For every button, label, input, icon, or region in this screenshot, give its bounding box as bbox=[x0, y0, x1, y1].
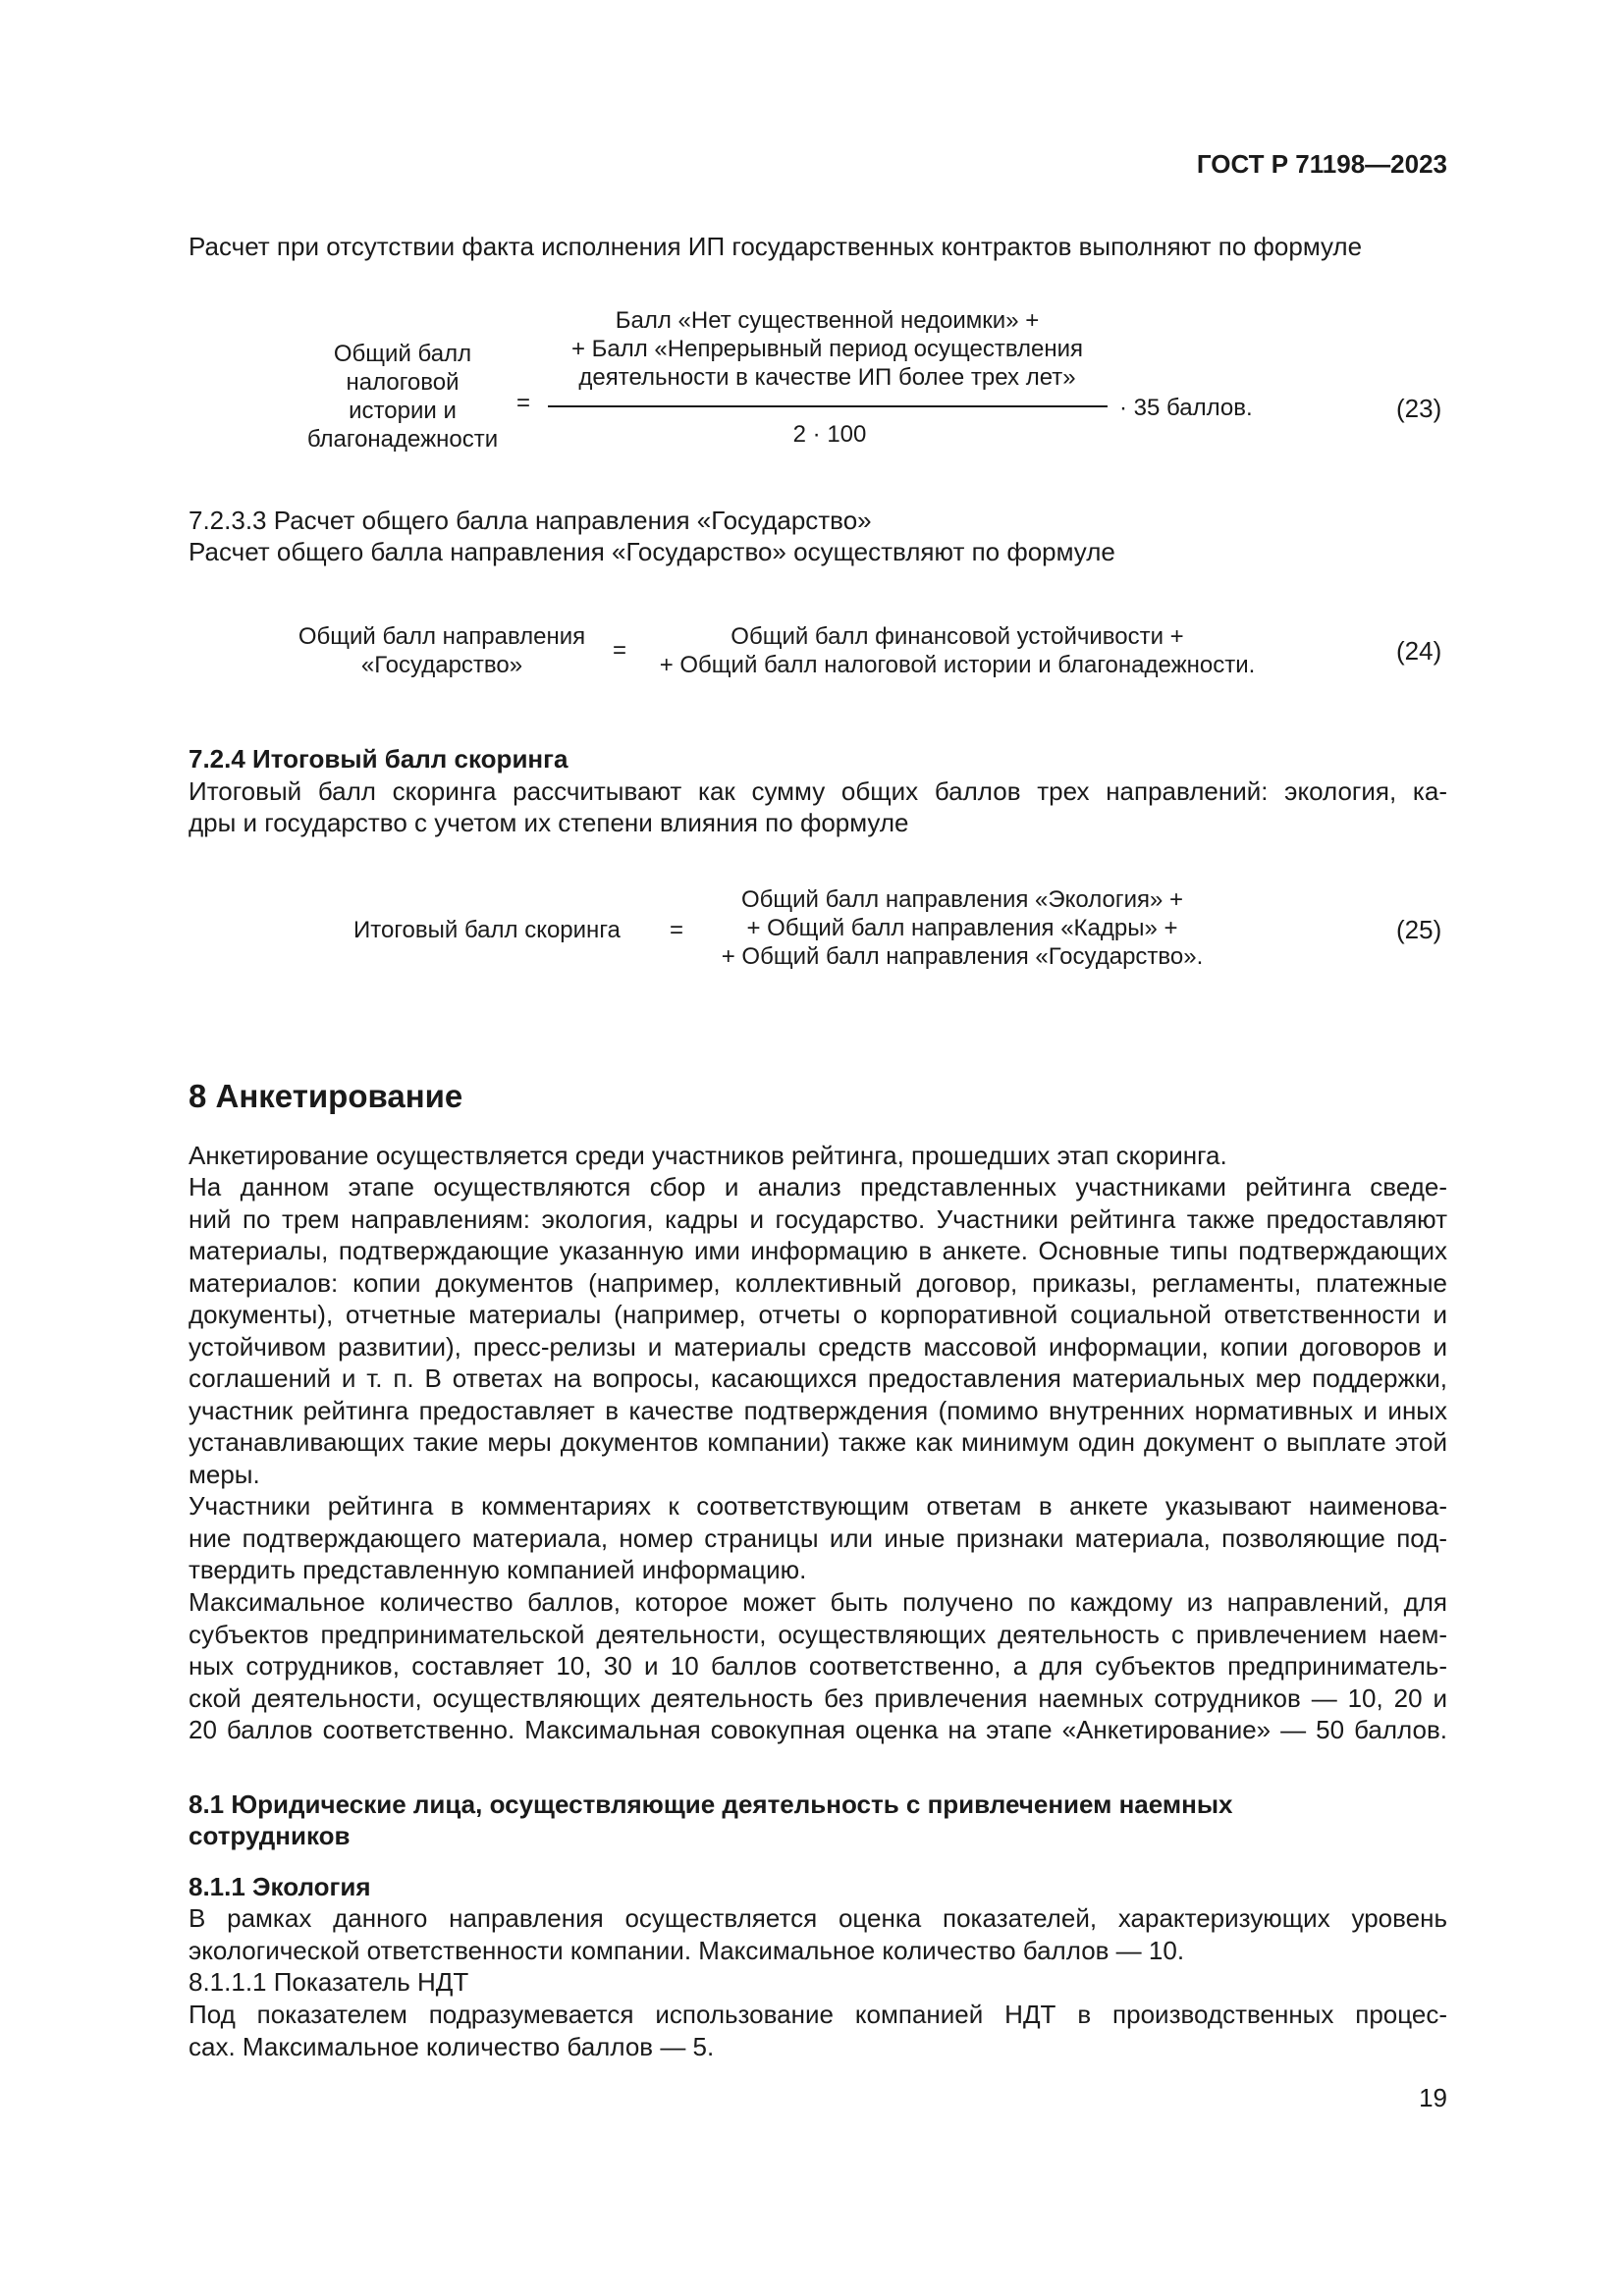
formula-23-lhs: Общий балл налоговой истории и благонадежности bbox=[306, 341, 499, 453]
section-8-p3: Участники рейтинга в комментариях к соответствующим ответам в анкете указывают наименова- ние подтверждающего материала, номер страницы или иные признаки материала, позволяющие под- твердить представленную компанией информацию. bbox=[189, 1491, 1447, 1584]
equation-number-24: (24) bbox=[1396, 636, 1442, 666]
formula-24-rhs: Общий балл финансовой устойчивости + + Общий балл налоговой истории и благонадежности. bbox=[659, 623, 1256, 678]
section-8-1-1-1-text: Под показателем подразумевается использование компанией НДТ в производственных процес- сах. Максимальное количество баллов — 5. bbox=[189, 2000, 1447, 2061]
formula-23-equals: = bbox=[516, 390, 531, 416]
section-8-1-title-line1: 8.1 Юридические лица, осуществляющие деятельность с привлечением наемных bbox=[189, 1789, 1233, 1819]
section-8-1-1-text: В рамках данного направления осуществляется оценка показателей, характеризующих уровень экологической ответственности компании. Максимальное количество баллов — 10. bbox=[189, 1903, 1447, 1965]
section-7-2-3-3-title: 7.2.3.3 Расчет общего балла направления «Государство» bbox=[189, 506, 872, 535]
fraction-bar bbox=[548, 405, 1108, 407]
formula-25-equals: = bbox=[670, 917, 684, 943]
section-8-p4: Максимальное количество баллов, которое может быть получено по каждому из направлений, для субъектов предпринимательской деятельности, осуществляющих деятельность с привлечением наем- ных сотрудников, составляет 10, 30 и 10 баллов соответственно, а для субъектов предприниматель- ской деятельности, осуществляющих деятельность без привлечения наемных сотрудников — 10, 20 и 20 баллов соответственно. Максимальная совокупная оценка на этапе «Анкетирование» — 50 баллов. bbox=[189, 1587, 1447, 1744]
formula-25-rhs: Общий балл направления «Экология» + + Общий балл направления «Кадры» + + Общий балл направления «Государство». bbox=[721, 886, 1204, 970]
section-8-p2: На данном этапе осуществляются сбор и анализ представленных участниками рейтинга сведе- ний по трем направлениям: экология, кадры и государство. Участники рейтинга также предоставляют материалы, подтверждающие указанную ими информацию в анкете. Основные типы подтверждающих материалов: копии документов (например, коллективный договор, приказы, регламенты, платежные документы), отчетные материалы (например, отчеты о корпоративной социальной ответственности и устойчивом развитии), пресс-релизы и материалы средств массовой информации, копии договоров и соглашений и т. п. В ответах на вопросы, касающихся предоставления материальных мер поддержки, участник рейтинга предоставляет в качестве подтверждения (помимо внутренних нормативных и иных устанавливающих такие меры документов компании) также как минимум один документ о выплате этой меры. bbox=[189, 1172, 1447, 1489]
section-8-title: 8 Анкетирование bbox=[189, 1078, 463, 1114]
formula-23-factor: · 35 баллов. bbox=[1119, 395, 1253, 421]
formula-23-denominator: 2 · 100 bbox=[792, 421, 867, 448]
page-number: 19 bbox=[1419, 2083, 1447, 2112]
equation-number-23: (23) bbox=[1396, 394, 1442, 423]
formula-23-numerator: Балл «Нет существенной недоимки» + + Балл «Непрерывный период осуществления деятельности в качестве ИП более трех лет» bbox=[570, 307, 1084, 391]
section-8-1-1-1-title: 8.1.1.1 Показатель НДТ bbox=[189, 1967, 469, 1997]
formula-25-lhs: Итоговый балл скоринга bbox=[353, 917, 621, 943]
formula-24-lhs: Общий балл направления «Государство» bbox=[298, 623, 586, 678]
document-header: ГОСТ Р 71198—2023 bbox=[1196, 149, 1447, 179]
equation-number-25: (25) bbox=[1396, 915, 1442, 944]
section-7-2-3-3-text: Расчет общего балла направления «Государство» осуществляют по формуле bbox=[189, 537, 1115, 566]
section-8-1-1-title: 8.1.1 Экология bbox=[189, 1872, 371, 1901]
section-7-2-4-title: 7.2.4 Итоговый балл скоринга bbox=[189, 744, 568, 774]
formula-24-equals: = bbox=[613, 637, 627, 664]
section-8-1-title-line2: сотрудников bbox=[189, 1821, 351, 1850]
section-8-p1: Анкетирование осуществляется среди участников рейтинга, прошедших этап скоринга. bbox=[189, 1141, 1227, 1170]
section-7-2-4-line2: дры и государство с учетом их степени влияния по формуле bbox=[189, 808, 909, 837]
section-7-2-4-line1: Итоговый балл скоринга рассчитывают как сумму общих баллов трех направлений: экология, ка- bbox=[189, 776, 1447, 806]
intro-text: Расчет при отсутствии факта исполнения ИП государственных контрактов выполняют по формуле bbox=[189, 232, 1363, 261]
